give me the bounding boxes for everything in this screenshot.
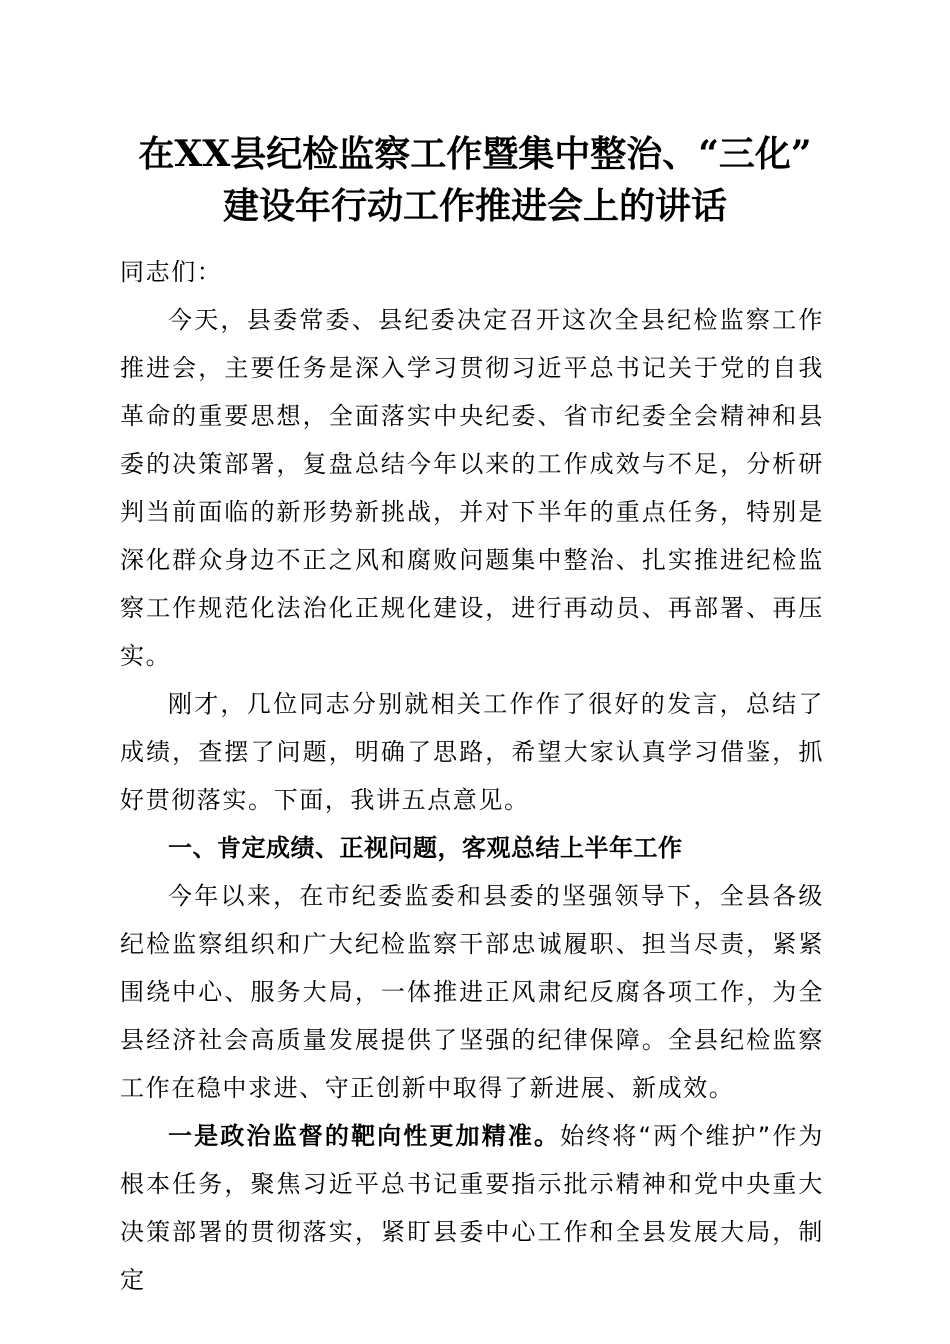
document-body: [120, 248, 824, 1304]
point-1-lead: 一是政治监督的靶向性更加精准。: [168, 1122, 561, 1150]
title-line-1: 在XX县纪检监察工作暨集中整治、“三化”: [138, 133, 812, 175]
paragraph-point-1: [120, 1112, 824, 1304]
document-title: [60, 128, 890, 232]
paragraph-summary: 今年以来，在市纪委监委和县委的坚强领导下，全县各级纪检监察组织和广大纪检监察干部忠诚履职、担当尽责，紧紧围绕中心、服务大局，一体推进正风肃纪反腐各项工作，为全县经济社会高质量发展提供了坚强的纪律保障。全县纪检监察工作在稳中求进、守正创新中取得了新进展、新成效。: [120, 882, 824, 1102]
paragraph-remarks: 刚才，几位同志分别就相关工作作了很好的发言，总结了成绩，查摆了问题，明确了思路，希望大家认真学习借鉴，抓好贯彻落实。下面，我讲五点意见。: [120, 690, 824, 814]
title-line-2: 建设年行动工作推进会上的讲话: [222, 185, 727, 227]
paragraph-opening: 今天，县委常委、县纪委决定召开这次全县纪检监察工作推进会，主要任务是深入学习贯彻习近平总书记关于党的自我革命的重要思想，全面落实中央纪委、省市纪委全会精神和县委的决策部署，复盘总结今年以来的工作成效与不足，分析研判当前面临的新形势新挑战，并对下半年的重点任务，特别是深化群众身边不正之风和腐败问题集中整治、扎实推进纪检监察工作规范化法治化正规化建设，进行再动员、再部署、再压实。: [120, 306, 824, 670]
section-heading-1: 一、肯定成绩、正视问题，客观总结上半年工作: [168, 834, 683, 862]
greeting: 同志们：: [120, 258, 223, 286]
point-1-text: 始终将“两个维护”作为根本任务，聚焦习近平总书记重要指示批示精神和党中央重大决策部署的贯彻落实，紧盯县委中心工作和全县发展大局，制定: [120, 1122, 825, 1294]
